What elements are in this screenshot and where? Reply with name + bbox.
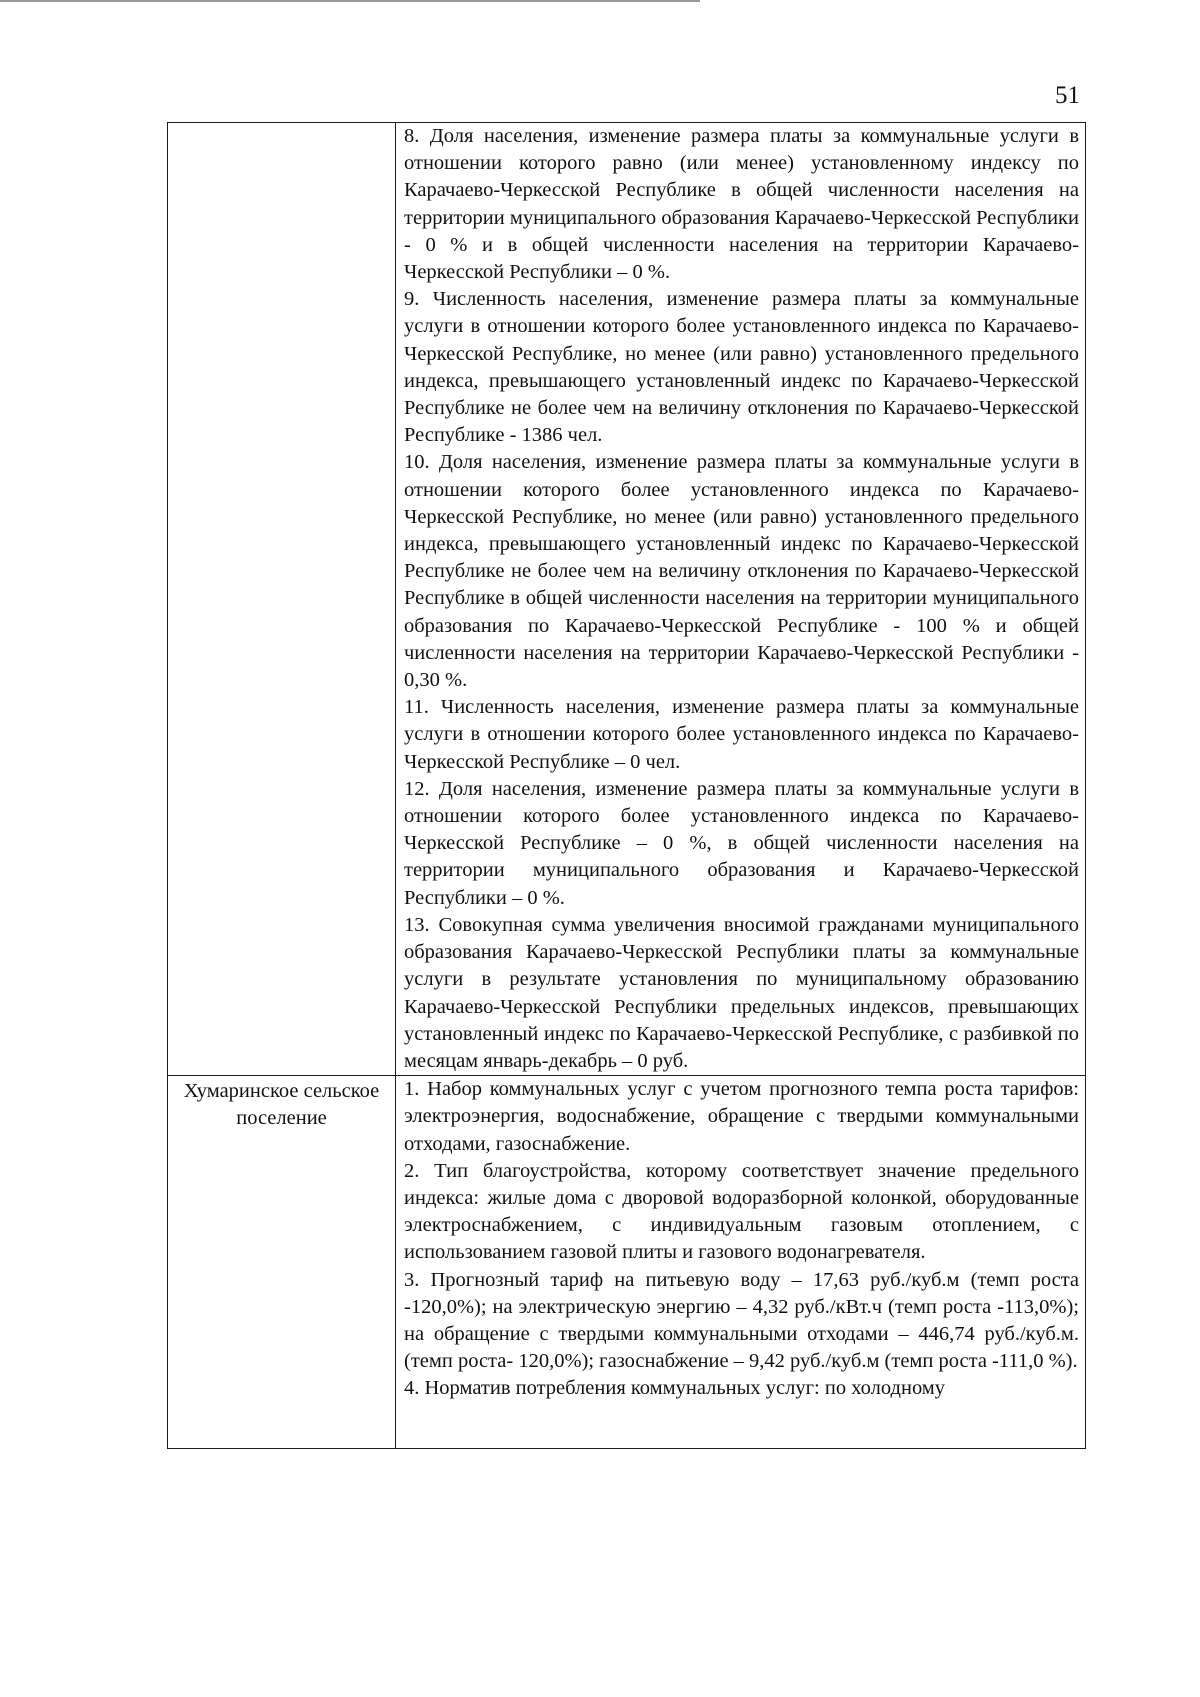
municipality-cell: [168, 123, 396, 1076]
page-number: 51: [1055, 82, 1080, 109]
indicator-item-13: 13. Совокупная сумма увеличения вносимой гражданами муниципального образования Карачаево-Черкесской Республики платы за коммунальные услуги в результате установления по муниципальному образованию Карачаево-Черкесской Республики предельных индексов, превышающих установленный индекс по Карачаево-Черкесской Республике, с разбивкой по месяцам январь-декабрь – 0 руб.: [404, 913, 1079, 1072]
indicators-cell: [396, 1076, 1086, 1449]
indicator-item-1: 1. Набор коммунальных услуг с учетом прогнозного темпа роста тарифов: электроэнергия, водоснабжение, обращение с твердыми коммунальными отходами, газоснабжение.: [404, 1078, 1079, 1155]
indicator-item-10: 10. Доля населения, изменение размера платы за коммунальные услуги в отношении которого более установленного индекса по Карачаево-Черкесской Республике, но менее (или равно) установленного предельного индекса, превышающего установленный индекс по Карачаево-Черкесской Республике не более чем на величину отклонения по Карачаево-Черкесской Республике в общей численности населения на территории муниципального образования по Карачаево-Черкесской Республике - 100 % и общей численности населения на территории Карачаево-Черкесской Республики - 0,30 %.: [404, 451, 1079, 692]
municipality-name: Хумаринское сельское поселение: [183, 1080, 380, 1130]
document-table: [167, 122, 1086, 1449]
indicator-item-9: 9. Численность населения, изменение размера платы за коммунальные услуги в отношении которого более установленного индекса по Карачаево-Черкесской Республике, но менее (или равно) установленного предельного индекса, превышающего установленный индекс по Карачаево-Черкесской Республике не более чем на величину отклонения по Карачаево-Черкесской Республике - 1386 чел.: [404, 288, 1079, 447]
indicator-item-2: 2. Тип благоустройства, которому соответствует значение предельного индекса: жилые дома с дворовой водоразборной колонкой, оборудованные электроснабжением, с индивидуальным газовым отоплением, с использованием газовой плиты и газового водонагревателя.: [404, 1159, 1079, 1264]
table-row: [168, 123, 1086, 1076]
municipality-cell: [168, 1076, 396, 1449]
indicator-item-11: 11. Численность населения, изменение размера платы за коммунальные услуги в отношении которого более установленного индекса по Карачаево-Черкесской Республике – 0 чел.: [404, 696, 1079, 773]
scan-edge-line: [0, 0, 700, 2]
municipality-name: [168, 123, 395, 125]
indicator-item-3: 3. Прогнозный тариф на питьевую воду – 17,63 руб./куб.м (темп роста -120,0%); на электрическую энергию – 4,32 руб./кВт.ч (темп роста -113,0%); на обращение с твердыми коммунальными отходами – 446,74 руб./куб.м. (темп роста- 120,0%); газоснабжение – 9,42 руб./куб.м (темп роста -111,0 %).: [404, 1268, 1079, 1373]
indicator-item-8: 8. Доля населения, изменение размера платы за коммунальные услуги в отношении которого равно (или менее) установленному индексу по Карачаево-Черкесской Республике в общей численности населения на территории муниципального образования Карачаево-Черкесской Республики - 0 % и в общей численности населения на территории Карачаево-Черкесской Республики – 0 %.: [404, 125, 1079, 284]
indicators-cell: [396, 123, 1086, 1076]
indicator-item-4: 4. Норматив потребления коммунальных услуг: по холодному: [404, 1377, 946, 1400]
indicator-item-12: 12. Доля населения, изменение размера платы за коммунальные услуги в отношении которого более установленного индекса по Карачаево-Черкесской Республике – 0 %, в общей численности населения на территории муниципального образования и Карачаево-Черкесской Республики – 0 %.: [404, 777, 1079, 909]
table-row: [168, 1076, 1086, 1449]
